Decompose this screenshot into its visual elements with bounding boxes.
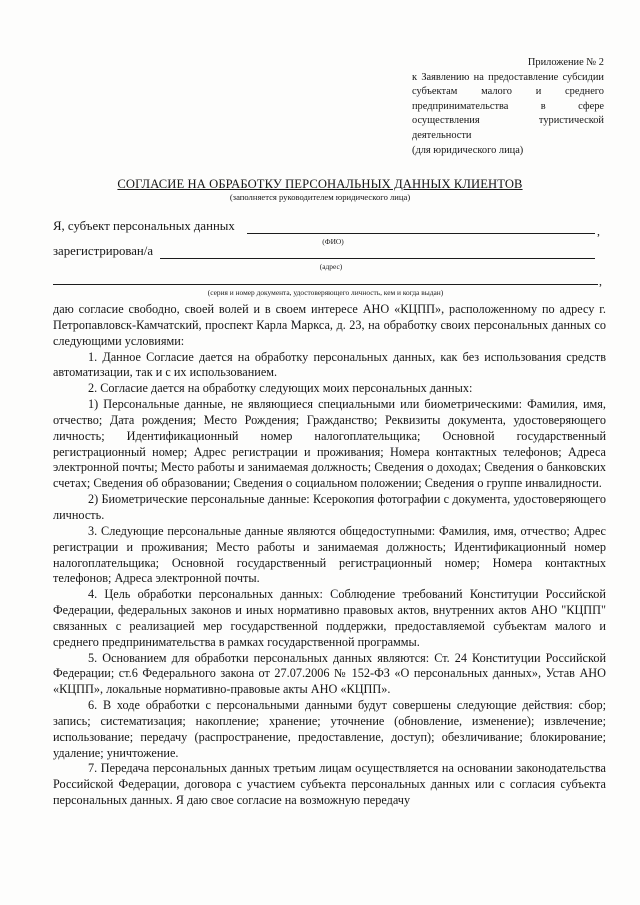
subject-label: Я, субъект персональных данных xyxy=(53,219,235,233)
fio-caption: (ФИО) xyxy=(322,237,344,246)
consent-body xyxy=(53,302,606,809)
paragraph-intro: даю согласие свободно, своей волей и в своем интересе АНО «КЦПП», расположенному по адресу г. Петропавловск-Камчатский, проспект Карла Маркса, д. 23, на обработку своих персональных данных со следующими условиями: xyxy=(53,302,606,348)
paragraph-2: 2. Согласие дается на обработку следующих моих персональных данных: xyxy=(88,381,473,396)
annex-number: Приложение № 2 xyxy=(527,57,604,68)
document-caption: (серия и номер документа, удостоверяющего личность, кем и когда выдан) xyxy=(207,288,444,297)
document-title: СОГЛАСИЕ НА ОБРАБОТКУ ПЕРСОНАЛЬНЫХ ДАННЫХ КЛИЕНТОВ xyxy=(117,177,523,191)
paragraph-5: 5. Основанием для обработки персональных данных являются: Ст. 24 Конституции Российской Федерации; ст.6 Федерального закона от 27.07.2006 № 152-ФЗ «О персональных данных», Устав АНО «КЦПП», локальные нормативно-правовые акты АНО «КЦПП». xyxy=(53,650,606,697)
fio-field[interactable] xyxy=(247,233,595,234)
paragraph-7: 7. Передача персональных данных третьим лицам осуществляется на основании законодательства Российской Федерации, договора с участием субъекта персональных данных или с согласия субъекта персональных данных. Я даю свое согласие на возможную передачу xyxy=(53,761,606,808)
document-field[interactable] xyxy=(53,284,598,285)
address-field[interactable] xyxy=(160,258,595,259)
fio-comma: , xyxy=(597,224,600,238)
annex-block xyxy=(412,56,604,158)
document-comma: , xyxy=(599,274,602,288)
paragraph-1: 1. Данное Согласие дается на обработку персональных данных, как без использования средств автоматизации, так и с их использованием. xyxy=(53,349,606,380)
annex-text: к Заявлению на предоставление субсидии субъектам малого и среднего предпринимательства в сфере осуществления туристической деятельности xyxy=(412,71,604,141)
registered-label: зарегистрирован/а xyxy=(53,244,154,258)
paragraph-2-2: 2) Биометрические персональные данные: Ксерокопия фотографии с документа, удостоверяющего личность. xyxy=(53,492,606,522)
document-subtitle: (заполняется руководителем юридического лица) xyxy=(229,192,411,202)
address-caption: (адрес) xyxy=(319,262,343,271)
paragraph-4: 4. Цель обработки персональных данных: Соблюдение требований Конституции Российской Федерации, федеральных законов и иных нормативно правовых актов, внутренних актов АНО "КЦПП" связанных с реализацией мер государственной поддержки, предоставляемой субъектам малого и среднего предпринимательства в рамках государственной программы. xyxy=(53,587,606,649)
annex-note: (для юридического лица) xyxy=(412,144,524,156)
paragraph-2-1: 1) Персональные данные, не являющиеся специальными или биометрическими: Фамилия, имя, отчество; Дата рождения; Место Рождения; Гражданство; Реквизиты документа, удостоверяющего личность; Идентификационный номер налогоплательщика; Основной государственный регистрационный номер; Адрес регистрации и проживания; Номера контактных телефонов; Адреса электронной почты; Место работы и занимаемая должность; Сведения о доходах; Сведения о банковских счетах; Сведения об образовании; Сведения о социальном положении; Сведения о группе инвалидности. xyxy=(53,397,606,491)
paragraph-6: 6. В ходе обработки с персональными данными будут совершены следующие действия: сбор; запись; систематизация; накопление; хранение; уточнение (обновление, изменение); извлечение; использование; передачу (распространение, предоставление, доступ); обезличивание; блокирование; удаление; уничтожение. xyxy=(53,698,606,760)
paragraph-3: 3. Следующие персональные данные являются общедоступными: Фамилия, имя, отчество; Адрес регистрации и проживания; Место работы и занимаемая должность; Идентификационный номер налогоплательщика; Основной государственный регистрационный номер; Номера контактных телефонов; Адреса электронной почты. xyxy=(53,523,606,586)
